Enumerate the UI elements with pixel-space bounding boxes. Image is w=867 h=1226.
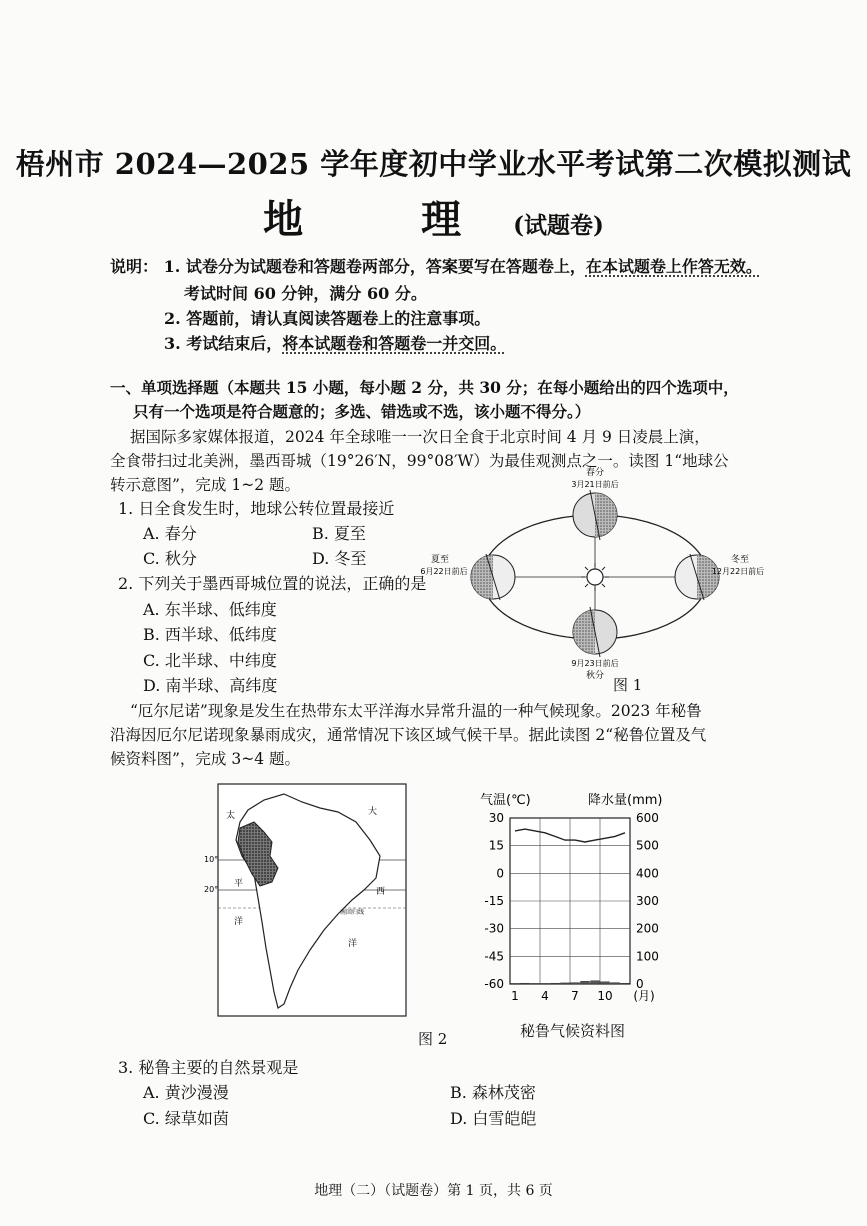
map-label-tai: 太 (226, 811, 236, 821)
temp-axis-label: 气温(℃) (480, 793, 531, 808)
page-footer: 地理（二）（试题卷）第 1 页，共 6 页 (314, 1183, 553, 1199)
precip-tick-label: 0 (636, 977, 644, 991)
temp-tick-label: -60 (484, 977, 504, 991)
earth-spring-icon (573, 490, 617, 540)
q2-stem: 2. 下列关于墨西哥城位置的说法，正确的是 (118, 574, 427, 593)
earth-winter-icon (675, 554, 719, 600)
precip-bar (571, 983, 580, 984)
q3-option-a: A. 黄沙漫漫 (143, 1083, 229, 1102)
precip-tick-label: 400 (636, 866, 659, 881)
precip-tick-label: 600 (636, 811, 659, 825)
figure1-caption: 图 1 (613, 676, 643, 694)
map-label-da: 大 (368, 807, 378, 817)
passage2-line2: 沿海因厄尔尼诺现象暴雨成灾，通常情况下该区域气候干旱。据此读图 2“秘鲁位置及气 (110, 726, 707, 744)
q1-option-a: A. 春分 (143, 524, 197, 543)
q1-option-b: B. 夏至 (312, 524, 366, 543)
map-lat10: 10° (204, 855, 219, 864)
temp-tick-label: 30 (488, 811, 504, 825)
precip-bar (561, 983, 570, 984)
map-label-yang: 洋 (234, 917, 244, 927)
temp-tick-label: -15 (484, 894, 504, 908)
temp-tick-label: 15 (488, 838, 504, 853)
subject-suffix: (试题卷) (513, 212, 604, 239)
figure2-caption: 图 2 (418, 1030, 448, 1048)
notes-label: 说明： (110, 257, 159, 276)
autumn-label: 秋分 (585, 671, 605, 681)
note1-emphasis: 在本试题卷上作答无效。 (585, 257, 762, 276)
precip-tick-label: 500 (636, 838, 659, 853)
precip-tick-label: 300 (636, 894, 659, 908)
temp-tick-label: 0 (496, 866, 504, 881)
map-tropic-label: 南回归线 (340, 909, 365, 916)
exam-title: 梧州市 2024—2025 学年度初中学业水平考试第二次模拟测试 (15, 147, 852, 181)
precip-bar (541, 983, 550, 984)
map-label-yang2: 洋 (348, 939, 358, 949)
precip-bar (601, 982, 610, 984)
spring-label: 春分 (585, 468, 605, 478)
month-tick-label: 7 (571, 989, 579, 1003)
intro-line3: 转示意图”，完成 1~2 题。 (110, 476, 300, 494)
temp-tick-label: -45 (484, 949, 504, 964)
precip-bar (551, 983, 560, 984)
q1-option-d: D. 冬至 (312, 549, 367, 568)
precip-axis-label: 降水量(mm) (588, 793, 663, 808)
note1-line2: 考试时间 60 分钟，满分 60 分。 (184, 284, 427, 303)
temp-tick-label: -30 (484, 921, 504, 936)
winter-date: 12月22日前后 (711, 567, 765, 576)
passage2-line1: “厄尔尼诺”现象是发生在热带东太平洋海水异常升温的一种气候现象。2023 年秘鲁 (130, 702, 702, 720)
q2-option-a: A. 东半球、低纬度 (143, 600, 277, 619)
map-lat20: 20° (204, 885, 219, 894)
precip-bar (581, 981, 590, 984)
note2: 2. 答题前，请认真阅读答题卷上的注意事项。 (164, 309, 491, 328)
month-tick-label: 4 (541, 989, 549, 1003)
spring-date: 3月21日前后 (571, 480, 619, 489)
summer-label: 夏至 (430, 555, 450, 565)
note1-text: 试卷分为试题卷和答题卷两部分，答案要写在答题卷上， (185, 257, 586, 276)
note3 (164, 331, 506, 354)
map-label-xi: 西 (376, 887, 386, 897)
earth-autumn-icon (573, 607, 617, 657)
precip-bar (611, 983, 620, 984)
earth-orbit-diagram (420, 462, 770, 694)
month-tick-label: 10 (597, 989, 613, 1003)
precip-bar (521, 983, 530, 984)
intro-line1: 据国际多家媒体报道，2024 年全球唯一一次日全食于北京时间 4 月 9 日凌晨上演， (130, 428, 710, 446)
summer-date: 6月22日前后 (420, 567, 468, 576)
q2-option-c: C. 北半球、中纬度 (143, 651, 277, 670)
q3-option-d: D. 白雪皑皑 (450, 1109, 537, 1128)
q2-option-b: B. 西半球、低纬度 (143, 625, 277, 644)
notes-line1 (110, 254, 762, 277)
q1-stem: 1. 日全食发生时，地球公转位置最接近 (118, 499, 395, 518)
q3-option-c: C. 绿草如茵 (143, 1109, 229, 1128)
south-america-map (198, 782, 410, 1018)
q3-option-b: B. 森林茂密 (450, 1083, 536, 1102)
q1-option-c: C. 秋分 (143, 549, 197, 568)
precip-bar (591, 981, 600, 984)
precip-bar (621, 983, 630, 984)
passage2-line3: 候资料图”，完成 3~4 题。 (110, 750, 300, 768)
peru-climate-chart (470, 786, 702, 1016)
autumn-date: 9月23日前后 (571, 659, 619, 668)
month-tick-label: 1 (511, 989, 519, 1003)
section1-heading: 一、单项选择题（本题共 15 小题，每小题 2 分，共 30 分；在每小题给出的四个选项中， (110, 378, 739, 397)
q2-option-d: D. 南半球、高纬度 (143, 676, 278, 695)
climate-chart-title: 秘鲁气候资料图 (520, 1022, 626, 1040)
q3-stem: 3. 秘鲁主要的自然景观是 (118, 1058, 299, 1077)
subject-name: 地 理 (263, 196, 514, 243)
precip-bar (531, 983, 540, 984)
earth-summer-icon (471, 554, 515, 600)
intro-line2: 全食带扫过北美洲，墨西哥城（19°26′N，99°08′W）为最佳观测点之一。读图 1“地球公 (110, 452, 729, 470)
section1-heading-line2: 只有一个选项是符合题意的；多选、错选或不选，该小题不得分。） (133, 402, 591, 421)
precip-bar (511, 983, 520, 984)
note3-emphasis: 将本试题卷和答题卷一并交回。 (282, 334, 507, 353)
winter-label: 冬至 (730, 555, 750, 565)
subject-heading (0, 188, 867, 245)
precip-tick-label: 100 (636, 949, 659, 964)
map-label-ping: 平 (234, 879, 244, 889)
precip-tick-label: 200 (636, 921, 659, 936)
month-unit-label: (月) (633, 989, 655, 1003)
note1-num: 1. (163, 257, 181, 276)
note3-text: 3. 考试结束后， (164, 334, 283, 353)
